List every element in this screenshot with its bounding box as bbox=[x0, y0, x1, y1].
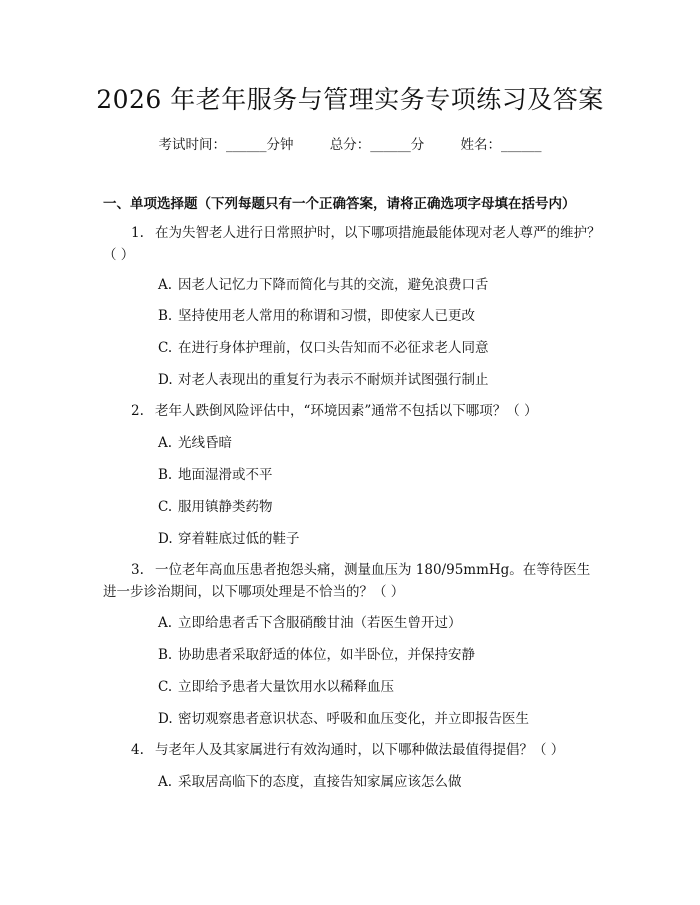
option-letter: C. bbox=[158, 340, 173, 356]
option-letter: B. bbox=[158, 467, 173, 483]
question-text: 老年人跌倒风险评估中，“环境因素”通常不包括以下哪项？（ ） bbox=[155, 403, 538, 419]
option-1a bbox=[158, 275, 489, 295]
option-text: 立即给予患者大量饮用水以稀释血压 bbox=[178, 679, 394, 695]
question-text: 与老年人及其家属进行有效沟通时，以下哪种做法最值得提倡？（ ） bbox=[155, 742, 565, 758]
option-2a bbox=[158, 433, 232, 453]
option-text: 地面湿滑或不平 bbox=[178, 467, 273, 483]
exam-info bbox=[0, 133, 700, 153]
option-text: 立即给患者舌下含服硝酸甘油（若医生曾开过） bbox=[178, 615, 462, 631]
question-1 bbox=[103, 222, 603, 266]
option-text: 采取居高临下的态度，直接告知家属应该怎么做 bbox=[178, 774, 462, 790]
option-text: 协助患者采取舒适的体位，如半卧位，并保持安静 bbox=[178, 647, 475, 663]
option-text: 密切观察患者意识状态、呼吸和血压变化，并立即报告医生 bbox=[178, 711, 529, 727]
option-text: 服用镇静类药物 bbox=[178, 499, 273, 515]
option-letter: D. bbox=[158, 372, 173, 388]
option-letter: D. bbox=[158, 531, 173, 547]
name-field: 姓名：______ bbox=[460, 137, 542, 153]
section-heading: 一、单项选择题（下列每题只有一个正确答案，请将正确选项字母填在括号内） bbox=[103, 196, 576, 212]
option-1c bbox=[158, 338, 489, 358]
option-3a bbox=[158, 613, 462, 633]
exam-time-field: 考试时间：______分钟 bbox=[158, 137, 294, 153]
option-text: 光线昏暗 bbox=[178, 435, 232, 451]
option-letter: A. bbox=[158, 277, 173, 293]
option-2c bbox=[158, 497, 273, 517]
option-text: 坚持使用老人常用的称谓和习惯，即使家人已更改 bbox=[178, 308, 475, 324]
page-title: 2026 年老年服务与管理实务专项练习及答案 bbox=[96, 85, 604, 114]
option-letter: B. bbox=[158, 647, 173, 663]
question-4 bbox=[103, 739, 603, 761]
option-1b bbox=[158, 306, 475, 326]
option-4a bbox=[158, 772, 462, 792]
option-2d bbox=[158, 529, 300, 549]
option-letter: D. bbox=[158, 711, 173, 727]
option-letter: C. bbox=[158, 499, 173, 515]
question-2 bbox=[103, 400, 603, 422]
option-text: 在进行身体护理前，仅口头告知而不必征求老人同意 bbox=[178, 340, 489, 356]
option-text: 对老人表现出的重复行为表示不耐烦并试图强行制止 bbox=[178, 372, 489, 388]
option-1d bbox=[158, 370, 489, 390]
option-3b bbox=[158, 645, 475, 665]
option-letter: A. bbox=[158, 435, 173, 451]
question-number: 1. bbox=[131, 225, 144, 241]
option-text: 穿着鞋底过低的鞋子 bbox=[178, 531, 300, 547]
question-text: 在为失智老人进行日常照护时，以下哪项措施最能体现对老人尊严的维护？（ ） bbox=[103, 225, 601, 263]
option-2b bbox=[158, 465, 273, 485]
question-number: 3. bbox=[131, 562, 144, 578]
option-letter: A. bbox=[158, 615, 173, 631]
question-number: 2. bbox=[131, 403, 144, 419]
option-letter: A. bbox=[158, 774, 173, 790]
option-text: 因老人记忆力下降而简化与其的交流，避免浪费口舌 bbox=[178, 277, 489, 293]
question-3 bbox=[103, 559, 603, 603]
option-3c bbox=[158, 677, 394, 697]
total-score-field: 总分：______分 bbox=[329, 137, 425, 153]
option-letter: B. bbox=[158, 308, 173, 324]
question-number: 4. bbox=[131, 742, 144, 758]
question-text: 一位老年高血压患者抱怨头痛，测量血压为 180/95mmHg。在等待医生进一步诊治期间，以下哪项处理是不恰当的？（ ） bbox=[103, 562, 591, 600]
option-3d bbox=[158, 709, 529, 729]
option-letter: C. bbox=[158, 679, 173, 695]
